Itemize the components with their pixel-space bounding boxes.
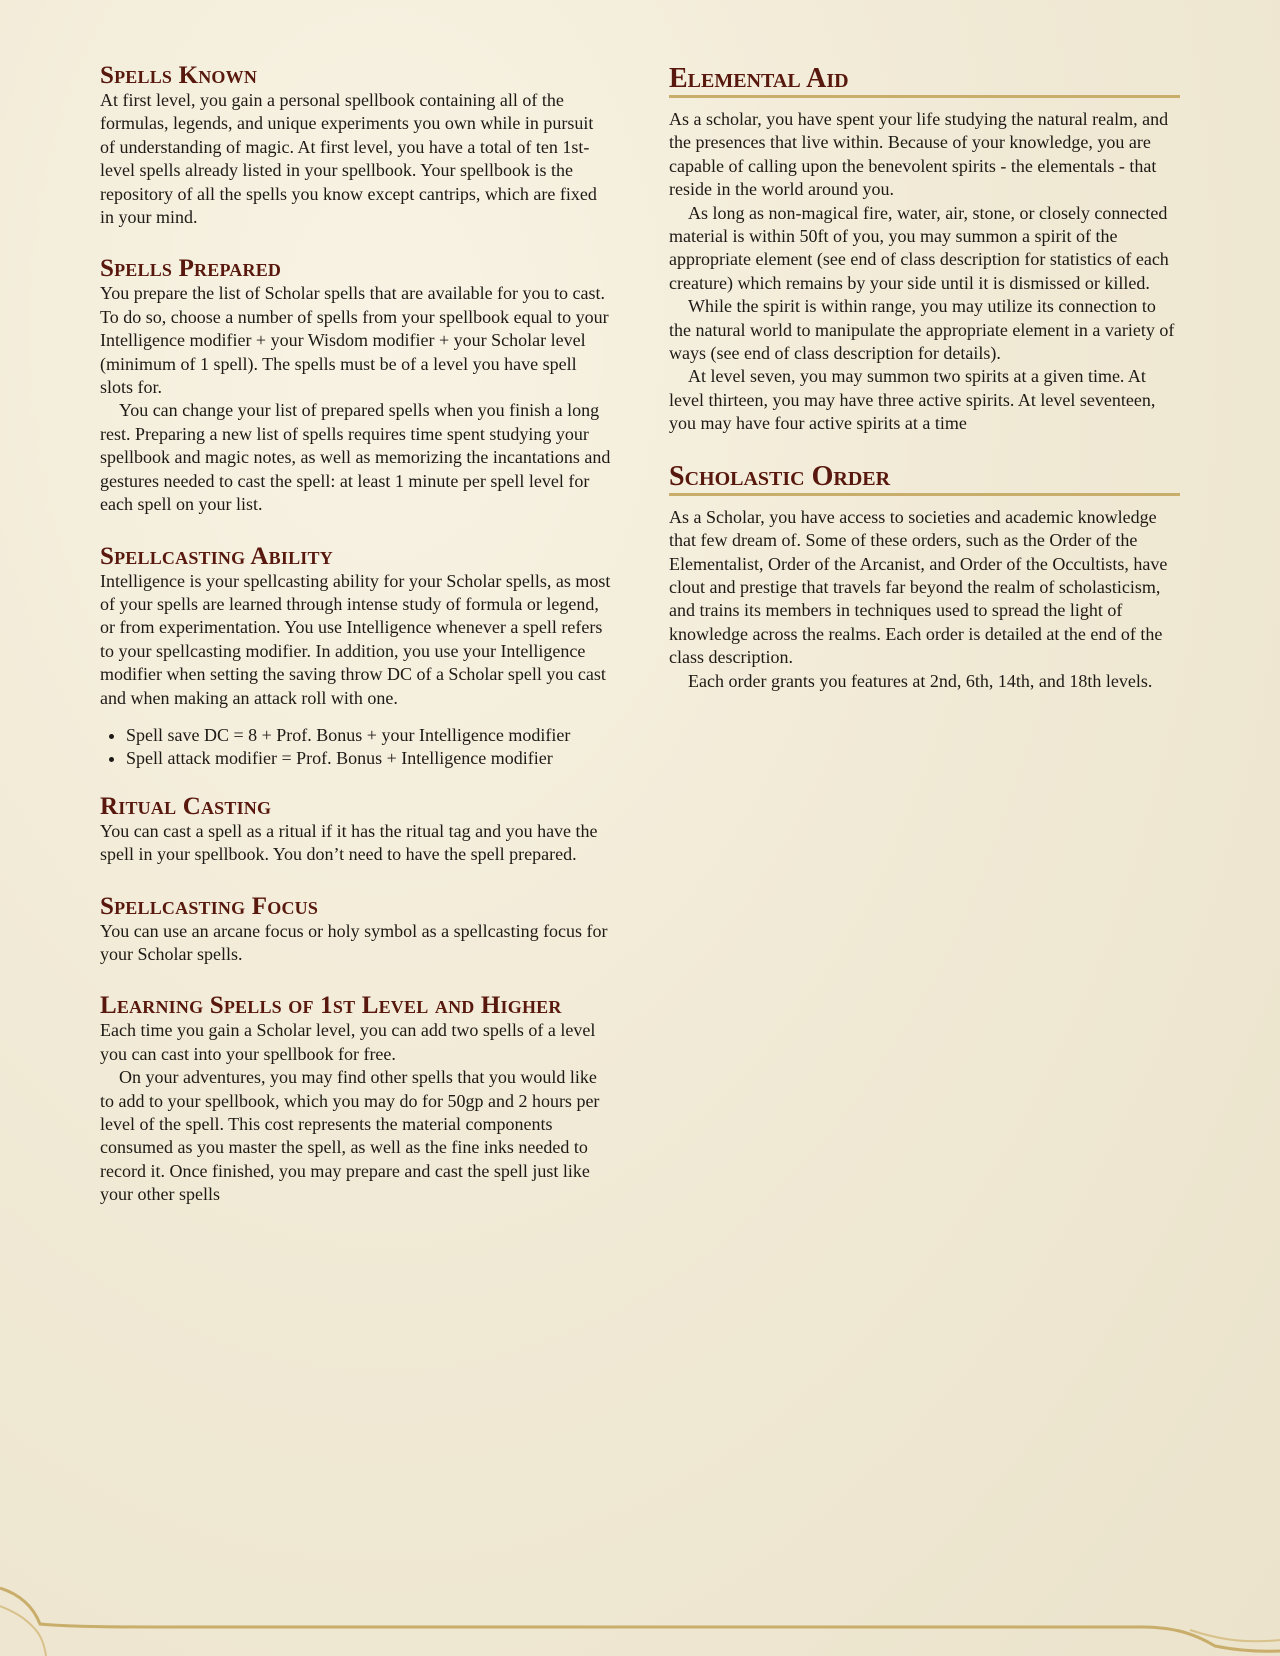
bullet-list (100, 724, 612, 771)
heading-elemental-aid: Elemental Aid (669, 64, 1180, 98)
section-spells-known (100, 62, 612, 229)
paragraph: At level seven, you may summon two spirits at a given time. At level thirteen, you may have three active spirits. At level seventeen, you may have four active spirits at a time (669, 366, 1156, 434)
heading-learning-spells: Learning Spells of 1st Level and Higher (100, 992, 562, 1020)
heading-ritual-casting: Ritual Casting (100, 792, 272, 820)
paragraph: As long as non-magical fire, water, air, stone, or closely connected material is within 50ft of you, you may summon a spirit of the appropriate element (see end of class description for statistics of each creature) which remains by your side until it is dismissed or killed. (669, 202, 1169, 293)
paragraph: On your adventures, you may find other spells that you would like to add to your spellbook, which you may do for 50gp and 2 hours per level of the spell. This cost represents the material components consumed as you master the spell, as well as the fine inks needed to record it. Once finished, you may prepare and cast the spell just like your other spells (100, 1067, 600, 1205)
paragraph: While the spirit is within range, you may utilize its connection to the natural world to manipulate the appropriate element in a variety of ways (see end of class description for details). (669, 296, 1175, 364)
paragraph: You can change your list of prepared spells when you finish a long rest. Preparing a new list of spells requires time spent studying your spellbook and magic notes, as well as memorizing the incantations and gestures needed to cast the spell: at least 1 minute per spell level for each spell on your list. (100, 400, 611, 515)
section-learning-spells (100, 992, 612, 1206)
bullet-item-spell-attack-modifier: • Spell attack modifier = Prof. Bonus + Intelligence modifier (126, 747, 612, 770)
footer-ornament (0, 1586, 1280, 1656)
paragraph: You can cast a spell as a ritual if it has the ritual tag and you have the spell in your spellbook. You don’t need to have the spell prepared. (100, 820, 598, 865)
heading-spellcasting-ability: Spellcasting Ability (100, 542, 333, 570)
heading-spells-known: Spells Known (100, 62, 258, 89)
section-spellcasting-ability (100, 543, 612, 771)
section-elemental-aid (669, 64, 1180, 436)
paragraph: You prepare the list of Scholar spells that are available for you to cast. To do so, choose a number of spells from your spellbook equal to your Intelligence modifier + your Wisdom modifier + your Scholar level (minimum of 1 spell). The spells must be of a level you have spell slots for. (100, 283, 609, 398)
section-scholastic-order (669, 462, 1180, 693)
heading-spellcasting-focus: Spellcasting Focus (100, 892, 319, 920)
bullet-item-spell-save-dc: • Spell save DC = 8 + Prof. Bonus + your Intelligence modifier (126, 724, 612, 747)
paragraph: Each time you gain a Scholar level, you can add two spells of a level you can cast into your spellbook for free. (100, 1020, 596, 1064)
heading-spells-prepared: Spells Prepared (100, 255, 282, 283)
section-ritual-casting (100, 793, 612, 867)
right-column (669, 64, 1180, 719)
paragraph: At first level, you gain a personal spellbook containing all of the formulas, legends, and unique experiments you own while in pursuit of understanding of magic. At first level, you have a total of ten 1st-level spells already listed in your spellbook. Your spellbook is the repository of all the spells you know except cantrips, which are fixed in your mind. (100, 90, 597, 228)
paragraph: As a Scholar, you have access to societies and academic knowledge that few dream of. Some of these orders, such as the Order of the Elementalist, Order of the Arcanist, and Order of the Occultists, have clout and prestige that travels far beyond the realm of scholasticism, and trains its members in techniques used to spread the light of knowledge across the realms. Each order is detailed at the end of the class description. (669, 506, 1168, 668)
paragraph: You can use an arcane focus or holy symbol as a spellcasting focus for your Scholar spells. (100, 920, 608, 964)
heading-scholastic-order: Scholastic Order (669, 462, 1180, 496)
section-spellcasting-focus (100, 893, 612, 967)
left-column (100, 62, 612, 1233)
ornament-rule (0, 1588, 1280, 1651)
ornament-flourish-left (0, 1606, 46, 1656)
paragraph: Each order grants you features at 2nd, 6th, 14th, and 18th levels. (688, 670, 1153, 691)
paragraph: As a scholar, you have spent your life studying the natural realm, and the presences that live within. Because of your knowledge, you are capable of calling upon the benevolent spirits - the elementals - that reside in the world around you. (669, 109, 1169, 200)
paragraph: Intelligence is your spellcasting ability for your Scholar spells, as most of your spells are learned through intense study of formula or legend, or from experimentation. You use Intelligence whenever a spell refers to your spellcasting modifier. In addition, you use your Intelligence modifier when setting the saving throw DC of a Scholar spell you cast and when making an attack roll with one. (100, 570, 611, 708)
section-spells-prepared (100, 255, 612, 516)
